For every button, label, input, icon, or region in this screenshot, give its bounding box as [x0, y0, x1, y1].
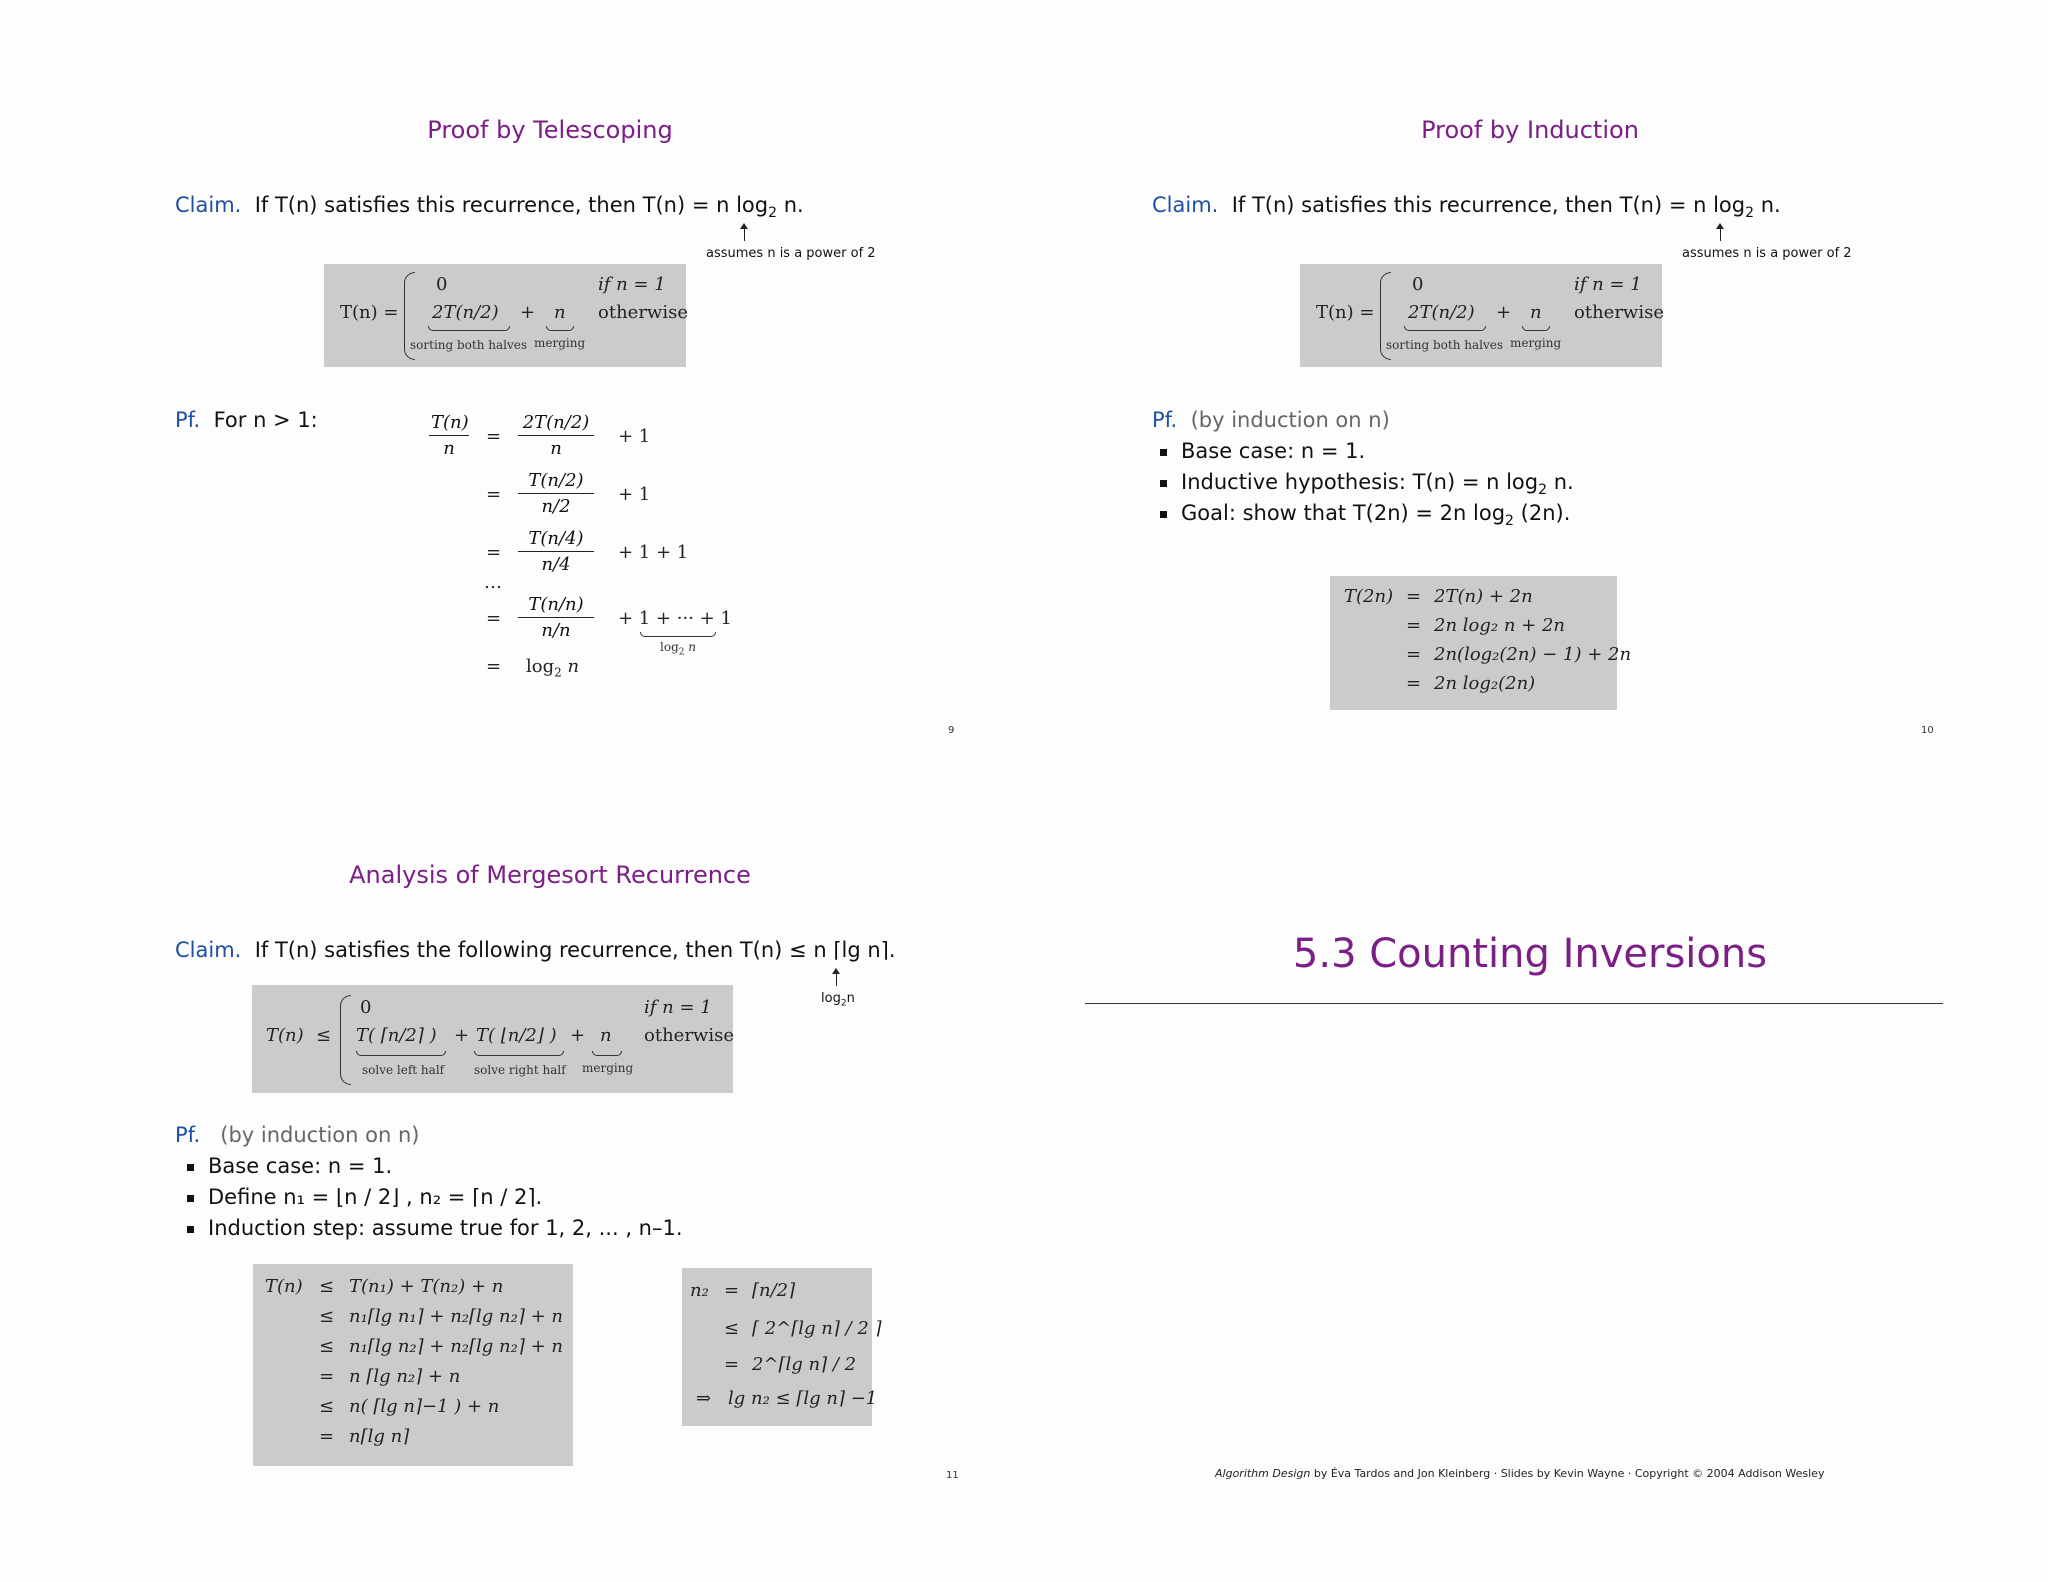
bullet-end: n.	[1547, 470, 1574, 494]
row1-lhs-num: T(n)	[429, 412, 469, 436]
pf-label: Pf.	[1152, 408, 1178, 432]
derivation-box	[1330, 576, 1632, 710]
note-log: log	[821, 991, 841, 1006]
slide-title: Analysis of Mergesort Recurrence	[349, 861, 751, 889]
deriv-eq: =	[1406, 644, 1422, 665]
deriv-eq: =	[1406, 586, 1422, 607]
deriv-eq: =	[1406, 673, 1422, 694]
note-text: assumes n is a power of 2	[706, 246, 876, 261]
rec-under1: sorting both halves	[410, 338, 528, 352]
lderiv-op: ≤	[319, 1396, 335, 1417]
pf-line	[175, 1123, 419, 1147]
claim-line	[175, 938, 896, 962]
slide-title: Proof by Telescoping	[427, 116, 673, 144]
slide-title: Proof by Induction	[1421, 116, 1639, 144]
final-expr	[526, 656, 579, 680]
row1-num: 2T(n/2)	[518, 412, 594, 436]
row1-den: n	[550, 438, 562, 459]
recurrence-box	[1300, 264, 1662, 367]
brace-n: n	[684, 640, 697, 654]
claim-label: Claim.	[175, 193, 242, 217]
row1-tail: + 1	[618, 426, 651, 447]
rec-under2: merging	[1510, 336, 1562, 350]
note-n: n	[846, 991, 855, 1006]
brace-label	[660, 640, 696, 657]
underbrace-1	[428, 326, 510, 331]
bullet-text: Base case: n = 1.	[1181, 439, 1366, 463]
rec-zero: 0	[436, 274, 448, 295]
note-arrow	[1720, 227, 1721, 241]
lderiv-rhs: n₁⌈lg n₁⌉ + n₂⌈lg n₂⌉ + n	[349, 1306, 563, 1327]
pf-label: Pf.	[175, 1123, 201, 1147]
deriv-rhs: 2n log₂ n + 2n	[1434, 615, 1565, 636]
bullet-end: (2n).	[1513, 501, 1571, 525]
slide-proof-by-telescoping	[50, 60, 1050, 820]
rec-plus2: +	[570, 1025, 586, 1046]
rec-under2: merging	[534, 336, 586, 350]
rec-t1: T( ⌈n/2⌉ )	[356, 1025, 437, 1046]
note-log2n	[821, 991, 855, 1009]
row3-tail: + 1 + 1	[618, 542, 689, 563]
left-derivation-box	[253, 1264, 573, 1466]
rec-u1: solve left half	[362, 1063, 445, 1077]
underbrace-1	[1404, 326, 1486, 331]
footer	[1215, 1467, 1824, 1480]
rec-under1: sorting both halves	[1386, 338, 1504, 352]
claim-line	[1152, 193, 1781, 221]
left-brace	[340, 995, 351, 1085]
rderiv-rhs: 2^⌈lg n⌉ / 2	[752, 1354, 857, 1375]
rderiv-op: =	[724, 1354, 740, 1375]
row4-num: T(n/n)	[518, 594, 594, 618]
claim-text: If T(n) satisfies the following recurrence, then T(n) ≤ n ⌈lg n⌉.	[254, 938, 896, 962]
pf-text: (by induction on n)	[220, 1123, 420, 1147]
bullet-marker	[1160, 511, 1167, 518]
rec-t2: T( ⌊n/2⌋ )	[476, 1025, 557, 1046]
deriv-eq: =	[1406, 615, 1422, 636]
rec-zero: 0	[1412, 274, 1424, 295]
slide-counting-inversions	[1030, 805, 2030, 1565]
rec-otherwise: otherwise	[644, 1025, 734, 1046]
recurrence-box	[324, 264, 686, 367]
row1-frac	[518, 412, 594, 459]
claim-label: Claim.	[1152, 193, 1219, 217]
recurrence-box	[252, 985, 733, 1093]
bullet-marker	[187, 1164, 194, 1171]
rec-plus: +	[520, 302, 536, 323]
rec-u3: merging	[582, 1061, 634, 1075]
lderiv-op: =	[319, 1426, 335, 1447]
lderiv-rhs: n ⌈lg n₂⌉ + n	[349, 1366, 461, 1387]
page-number: 9	[948, 725, 955, 736]
deriv-rhs: 2n log₂(2n)	[1434, 673, 1536, 694]
note-sub: 2	[840, 998, 847, 1009]
lderiv-op: ≤	[319, 1336, 335, 1357]
rec-t3: n	[600, 1025, 612, 1046]
claim-text: If T(n) satisfies this recurrence, then T(n) = n log	[1231, 193, 1746, 217]
rec-lhs: T(n) =	[1316, 302, 1375, 323]
page-number: 10	[1921, 725, 1934, 736]
bullet-marker	[1160, 449, 1167, 456]
bullet-item	[187, 1216, 683, 1240]
note-arrowhead	[832, 968, 840, 974]
log-underbrace	[640, 632, 716, 637]
claim-line	[175, 193, 804, 221]
bullet-item	[1160, 470, 1574, 498]
bullet-sub: 2	[1505, 513, 1514, 530]
claim-subscript: 2	[1745, 205, 1755, 222]
note-arrow	[744, 227, 745, 241]
row2-den: n/2	[541, 496, 571, 517]
brace-log: log	[660, 640, 679, 654]
row1-lhs-frac	[429, 412, 469, 459]
claim-text: If T(n) satisfies this recurrence, then T(n) = n log	[254, 193, 769, 217]
slide-proof-by-induction	[1030, 60, 2030, 820]
rec-term1: 2T(n/2)	[1408, 302, 1475, 323]
lderiv-op: ≤	[319, 1306, 335, 1327]
row3-frac	[518, 528, 594, 575]
row2-frac	[518, 470, 594, 517]
claim-subscript: 2	[768, 205, 778, 222]
row2-num: T(n/2)	[518, 470, 594, 494]
bullet-sub: 2	[1538, 482, 1548, 499]
row1-lhs-den: n	[443, 438, 455, 459]
row2-tail: + 1	[618, 484, 651, 505]
page-number: 11	[946, 1470, 959, 1481]
rec-plus1: +	[454, 1025, 470, 1046]
rec-term1: 2T(n/2)	[432, 302, 499, 323]
bullet-marker	[187, 1226, 194, 1233]
underbrace-3	[592, 1051, 622, 1056]
row3-eq: =	[486, 542, 502, 563]
note-arrowhead	[1716, 223, 1724, 229]
row2-eq: =	[486, 484, 502, 505]
pf-line	[1152, 408, 1390, 432]
lderiv-rhs: n( ⌈lg n⌉−1 ) + n	[349, 1396, 500, 1417]
row3-den: n/4	[541, 554, 571, 575]
lderiv-rhs: T(n₁) + T(n₂) + n	[349, 1276, 504, 1297]
final-log: log	[526, 656, 555, 677]
pf-text: For n > 1:	[213, 408, 318, 432]
deriv-rhs: 2T(n) + 2n	[1434, 586, 1533, 607]
claim-end: n.	[777, 193, 804, 217]
bullet-item	[187, 1185, 542, 1209]
rec-le: ≤	[316, 1025, 332, 1046]
bullet-text: Goal: show that T(2n) = 2n log	[1181, 501, 1506, 525]
row1-eq: =	[486, 426, 502, 447]
pf-label: Pf.	[175, 408, 201, 432]
underbrace-2	[546, 326, 574, 331]
underbrace-1	[356, 1051, 446, 1056]
note-text: assumes n is a power of 2	[1682, 246, 1852, 261]
rec-if: if n = 1	[1574, 274, 1642, 295]
bullet-item	[1160, 501, 1570, 529]
title-rule	[1085, 1003, 1943, 1004]
brace-sub: 2	[678, 647, 685, 658]
rec-term2: n	[554, 302, 566, 323]
claim-label: Claim.	[175, 938, 242, 962]
final-eq: =	[486, 656, 502, 677]
row4-frac	[518, 594, 594, 641]
rec-u2: solve right half	[474, 1063, 566, 1077]
rderiv-rhs: ⌈ 2^⌈lg n⌉ / 2 ⌉	[752, 1318, 882, 1339]
lderiv-op: =	[319, 1366, 335, 1387]
final-n: n	[561, 656, 580, 677]
row4-tail: + 1 + ··· + 1	[618, 608, 732, 629]
right-derivation-box	[682, 1268, 882, 1426]
pf-line	[175, 408, 318, 432]
note-arrowhead	[740, 223, 748, 229]
vertical-dots: …	[484, 572, 502, 593]
rec-if: if n = 1	[598, 274, 666, 295]
deriv-rhs: 2n(log₂(2n) − 1) + 2n	[1434, 644, 1632, 665]
bullet-item	[1160, 439, 1365, 463]
slide-mergesort-analysis	[50, 805, 1050, 1565]
rderiv-op: ≤	[724, 1318, 740, 1339]
underbrace-2	[1522, 326, 1550, 331]
final-sub: 2	[554, 665, 562, 680]
lderiv-op: ≤	[319, 1276, 335, 1297]
bullet-text: Base case: n = 1.	[208, 1154, 393, 1178]
rec-term2: n	[1530, 302, 1542, 323]
rderiv-op: =	[724, 1280, 740, 1301]
note-arrow	[836, 972, 837, 986]
row4-den: n/n	[541, 620, 571, 641]
row3-num: T(n/4)	[518, 528, 594, 552]
deriv-lhs: T(2n)	[1344, 586, 1394, 607]
rec-otherwise: otherwise	[598, 302, 688, 323]
lderiv-rhs: n₁⌈lg n₂⌉ + n₂⌈lg n₂⌉ + n	[349, 1336, 563, 1357]
footer-rest: by Éva Tardos and Jon Kleinberg · Slides by Kevin Wayne · Copyright © 2004 Addison Wesley	[1310, 1467, 1825, 1480]
bullet-marker	[187, 1195, 194, 1202]
bullet-text: Inductive hypothesis: T(n) = n log	[1181, 470, 1539, 494]
rderiv-lhs: n₂	[690, 1280, 709, 1301]
bullet-marker	[1160, 480, 1167, 487]
bullet-text: Induction step: assume true for 1, 2, ... , n–1.	[208, 1216, 683, 1240]
rec-zero: 0	[360, 997, 372, 1018]
lderiv-rhs: n⌈lg n⌉	[349, 1426, 410, 1447]
rderiv-implies: ⇒	[696, 1388, 712, 1409]
rec-if: if n = 1	[644, 997, 712, 1018]
footer-book: Algorithm Design	[1215, 1467, 1311, 1480]
claim-end: n.	[1754, 193, 1781, 217]
lderiv-lhs: T(n)	[265, 1276, 303, 1297]
rec-lhs: T(n) =	[340, 302, 399, 323]
pf-text: (by induction on n)	[1190, 408, 1390, 432]
rec-lhs: T(n)	[266, 1025, 304, 1046]
section-title: 5.3 Counting Inversions	[1292, 931, 1768, 977]
rderiv-rhs: lg n₂ ≤ ⌈lg n⌉ −1	[728, 1388, 878, 1409]
bullet-item	[187, 1154, 392, 1178]
rec-otherwise: otherwise	[1574, 302, 1664, 323]
row4-eq: =	[486, 608, 502, 629]
underbrace-2	[474, 1051, 564, 1056]
rec-plus: +	[1496, 302, 1512, 323]
rderiv-rhs: ⌈n/2⌉	[752, 1280, 796, 1301]
bullet-text: Define n₁ = ⌊n / 2⌋ , n₂ = ⌈n / 2⌉.	[208, 1185, 543, 1209]
